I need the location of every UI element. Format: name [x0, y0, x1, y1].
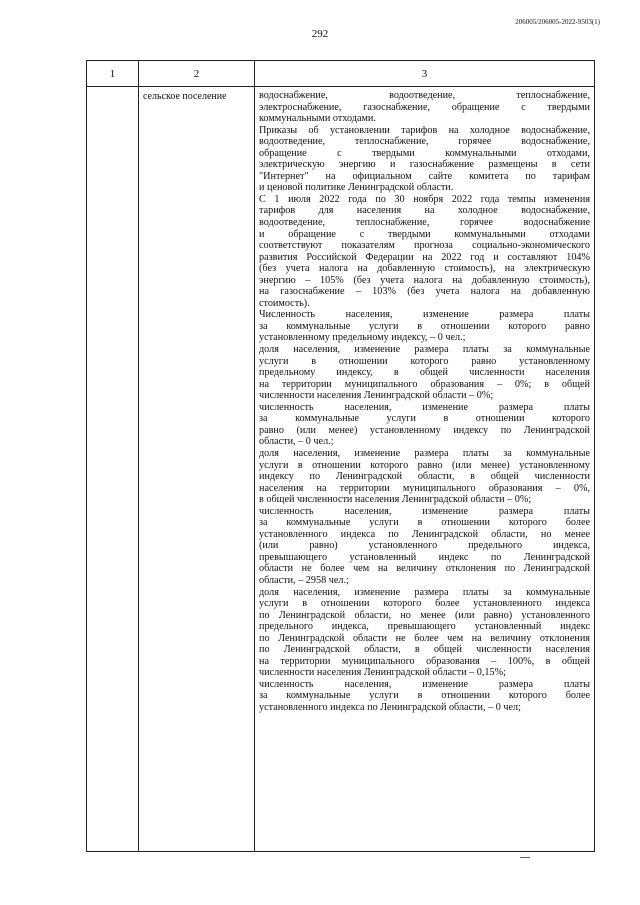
text-line: электрическую энергию и газоснабжение размещены в сети [259, 159, 590, 171]
text-line: установленного индекса по Ленинградской области, но менее [259, 528, 590, 540]
description-cell [255, 87, 595, 852]
text-line: энергию – 105% (без учета налога на добавленную стоимость), [259, 274, 590, 286]
text-line: численность населения, изменение размера платы [259, 505, 590, 517]
text-line: тарифов для населения на холодное водоснабжение, [259, 205, 590, 217]
table-row [87, 87, 595, 852]
text-line: области, – 0 чел.; [259, 436, 334, 448]
text-line: по Ленинградской области не более чем на величину отклонения [259, 632, 590, 644]
scan-mark [520, 857, 530, 858]
text-line: доля населения, изменение размера платы за коммунальные [259, 447, 590, 459]
text-line: области, – 2958 чел.; [259, 574, 349, 586]
text-line: развития Российской Федерации на 2022 год и составляют 104% [259, 251, 590, 263]
text-line: по Ленинградской области, но менее (или равно) установленного [259, 609, 590, 621]
text-line: Численность населения, изменение размера платы [259, 309, 590, 321]
document-table [86, 60, 595, 852]
text-line: (или равно) установленного предельного индекса, [259, 540, 590, 552]
text-line: предельному индексу, в общей численности населения [259, 367, 590, 379]
text-line: численности населения Ленинградской области – 0%; [259, 390, 494, 402]
column-number-3: 3 [255, 61, 595, 87]
text-line: услуги в отношении которого более установленного индекса [259, 598, 590, 610]
text-line: установленному предельному индексу, – 0 чел.; [259, 332, 466, 344]
text-line: соответствуют показателям прогноза социально-экономического [259, 240, 590, 252]
text-line: за коммунальные услуги в отношении которого более [259, 517, 590, 529]
text-line: электроснабжение, газоснабжение, обращение с твердыми [259, 101, 590, 113]
text-line: численности населения Ленинградской области – 0,15%; [259, 667, 506, 679]
text-line: стоимость). [259, 297, 310, 309]
text-line: услуги в отношении которого равно (или менее) установленному [259, 459, 590, 471]
page-number: 292 [311, 28, 329, 40]
text-line: равно (или менее) установленному индексу по Ленинградской [259, 424, 590, 436]
text-line: и ценовой политике Ленинградской области. [259, 182, 454, 194]
text-line: водоснабжение, водоотведение, теплоснабжение, [259, 90, 590, 101]
settlement-type-cell: сельское поселение [139, 87, 255, 852]
text-line: за коммунальные услуги в отношении которого равно [259, 320, 590, 332]
text-line: доля населения, изменение размера платы за коммунальные [259, 586, 590, 598]
text-line: на территории муниципального образования – 0%; в общей [259, 378, 590, 390]
text-line: услуги в отношении которого равно установленному [259, 355, 590, 367]
text-line: области не более чем на величину отклонения по Ленинградской [259, 563, 590, 575]
text-line: С 1 июля 2022 года по 30 ноября 2022 года темпы изменения [259, 193, 590, 205]
column-number-1: 1 [87, 61, 139, 87]
text-line: Приказы об установлении тарифов на холодное водоснабжение, [259, 124, 590, 136]
text-line: (без учета налога на добавленную стоимость), на электрическую [259, 263, 590, 275]
text-line: коммунальными отходами. [259, 113, 376, 125]
text-line: доля населения, изменение размера платы за коммунальные [259, 344, 590, 356]
text-line: предельного индекса, превышающего установленный индекс [259, 621, 590, 633]
text-line: установленного индекса по Ленинградской области, – 0 чел; [259, 701, 521, 713]
text-line: индексу по Ленинградской области, в общей численности [259, 471, 590, 483]
text-line: за коммунальные услуги в отношении которого более [259, 690, 590, 702]
column-number-2: 2 [139, 61, 255, 87]
text-line: обращение с твердыми коммунальными отходами, [259, 147, 590, 159]
table-header-row [87, 61, 595, 87]
text-line: численность населения, изменение размера платы [259, 678, 590, 690]
text-line: превышающего установленный индекс по Ленинградской [259, 551, 590, 563]
row-cell-1 [87, 87, 139, 852]
text-line: водоотведение, теплоснабжение, горячее водоснабжение [259, 217, 590, 229]
text-line: за коммунальные услуги в отношении которого [259, 413, 590, 425]
text-line: и обращение с твердыми коммунальными отходами [259, 228, 590, 240]
text-line: на газоснабжение – 103% (без учета налога на добавленную [259, 286, 590, 298]
text-line: на территории муниципального образования – 100%, в общей [259, 655, 590, 667]
text-line: "Интернет" на официальном сайте комитета по тарифам [259, 170, 590, 182]
text-line: населения на территории муниципального образования – 0%, [259, 482, 590, 494]
text-line: в общей численности населения Ленинградской области – 0%; [259, 494, 532, 506]
text-line: водоотведение, теплоснабжение, горячее водоснабжение, [259, 136, 590, 148]
document-id: 206005/206005-2022-9503(1) [515, 18, 600, 26]
text-line: численность населения, изменение размера платы [259, 401, 590, 413]
text-line: по Ленинградской области, в общей численности населения [259, 644, 590, 656]
